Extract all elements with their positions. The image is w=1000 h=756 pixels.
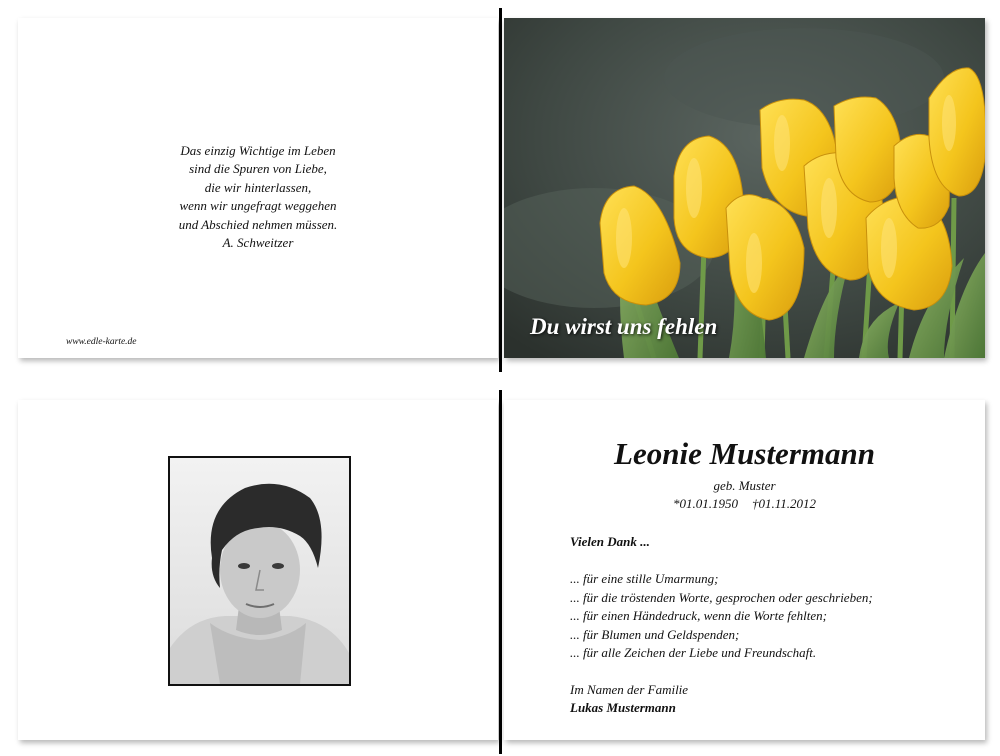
quote-block <box>18 142 498 252</box>
website-link[interactable]: www.edle-karte.de <box>66 337 137 347</box>
tulips-photo <box>504 18 985 358</box>
card-inner-left-top <box>18 18 498 358</box>
death-date: †01.11.2012 <box>751 496 817 511</box>
quote-line: Das einzig Wichtige im Leben <box>180 143 336 158</box>
fold-line-top <box>499 8 502 372</box>
closing-text: Im Namen der Familie <box>570 682 689 697</box>
portrait-photo <box>168 456 351 686</box>
signature: Lukas Mustermann <box>570 700 676 715</box>
card-inner-left-bottom <box>18 400 498 740</box>
birth-name: geb. Muster <box>713 478 776 493</box>
thanks-line: ... für einen Händedruck, wenn die Worte fehlten; <box>570 608 827 623</box>
quote-line: und Abschied nehmen müssen. <box>178 216 338 232</box>
thanks-line: ... für die tröstenden Worte, gesprochen oder geschrieben; <box>570 589 873 605</box>
card-front-cover <box>504 18 985 358</box>
cover-caption: Du wirst uns fehlen <box>530 314 718 339</box>
portrait-image <box>170 458 349 684</box>
quote-line: die wir hinterlassen, <box>204 179 312 195</box>
fold-line-bottom <box>499 390 502 754</box>
thanks-heading: Vielen Dank ... <box>570 534 650 549</box>
quote-line: wenn wir ungefragt weggehen <box>179 198 337 214</box>
thanks-line: ... für eine stille Umarmung; <box>570 571 719 586</box>
birth-date: *01.01.1950 <box>672 496 738 511</box>
thanks-line: ... für alle Zeichen der Liebe und Freundschaft. <box>570 645 817 660</box>
deceased-name: Leonie Mustermann <box>614 436 875 471</box>
quote-author: A. Schweitzer <box>222 235 294 251</box>
thanks-line: ... für Blumen und Geldspenden; <box>570 626 740 642</box>
life-dates <box>504 496 985 512</box>
quote-line: sind die Spuren von Liebe, <box>189 161 327 177</box>
card-inner-right-bottom <box>504 400 985 740</box>
